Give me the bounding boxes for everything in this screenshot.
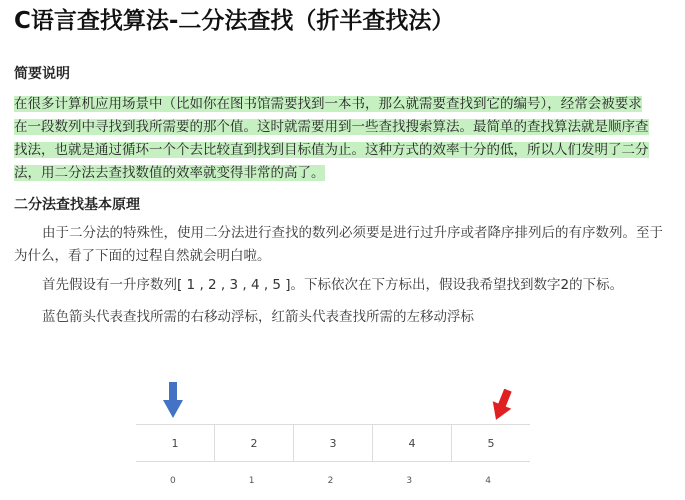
array-cell: 2 [215, 425, 294, 461]
principle-paragraph-3: 蓝色箭头代表查找所需的右移动浮标，红箭头代表查找所需的左移动浮标 [42, 309, 474, 325]
summary-paragraph [14, 93, 654, 185]
summary-highlight: 在很多计算机应用场景中（比如你在图书馆需要找到一本书，那么就需要查找到它的编号），经常会被要求在一段数列中寻找到我所需要的那个值。这时就需要用到一些查找搜索算法。最简单的查找算法就是顺序查找法，也就是通过循环一个个去比较直到找到目标值为止。这种方式的效率十分的低，所以人们发明了二分法，用二分法去查找数值的效率就变得非常的高了。 [14, 96, 649, 181]
array-index: 2 [327, 476, 334, 486]
array-cells [136, 424, 530, 462]
array-cell: 3 [294, 425, 373, 461]
summary-heading: 简要说明 [14, 66, 70, 82]
array-diagram [0, 380, 685, 500]
array-index: 4 [485, 476, 491, 486]
principle-paragraph-1: 由于二分法的特殊性，使用二分法进行查找的数列必须要是进行过升序或者降序排列后的有序数列。至于为什么，看了下面的过程自然就会明白啦。 [14, 225, 663, 264]
red-arrow-icon [491, 389, 513, 421]
array-indices [136, 476, 530, 492]
principle-paragraph-2: 首先假设有一升序数列[ 1 , 2 , 3 , 4 , 5 ]。下标依次在下方标出，假设我希望找到数字2的下标。 [42, 277, 624, 293]
array-cell: 4 [373, 425, 452, 461]
array-index: 0 [170, 476, 176, 486]
array-index: 3 [406, 476, 413, 486]
array-index: 1 [248, 476, 255, 486]
blue-arrow-icon [163, 382, 183, 418]
array-cell: 1 [136, 425, 215, 461]
page-title: C语言查找算法-二分法查找（折半查找法） [14, 8, 455, 34]
array-cell: 5 [487, 436, 495, 450]
principle-heading: 二分法查找基本原理 [14, 197, 140, 213]
